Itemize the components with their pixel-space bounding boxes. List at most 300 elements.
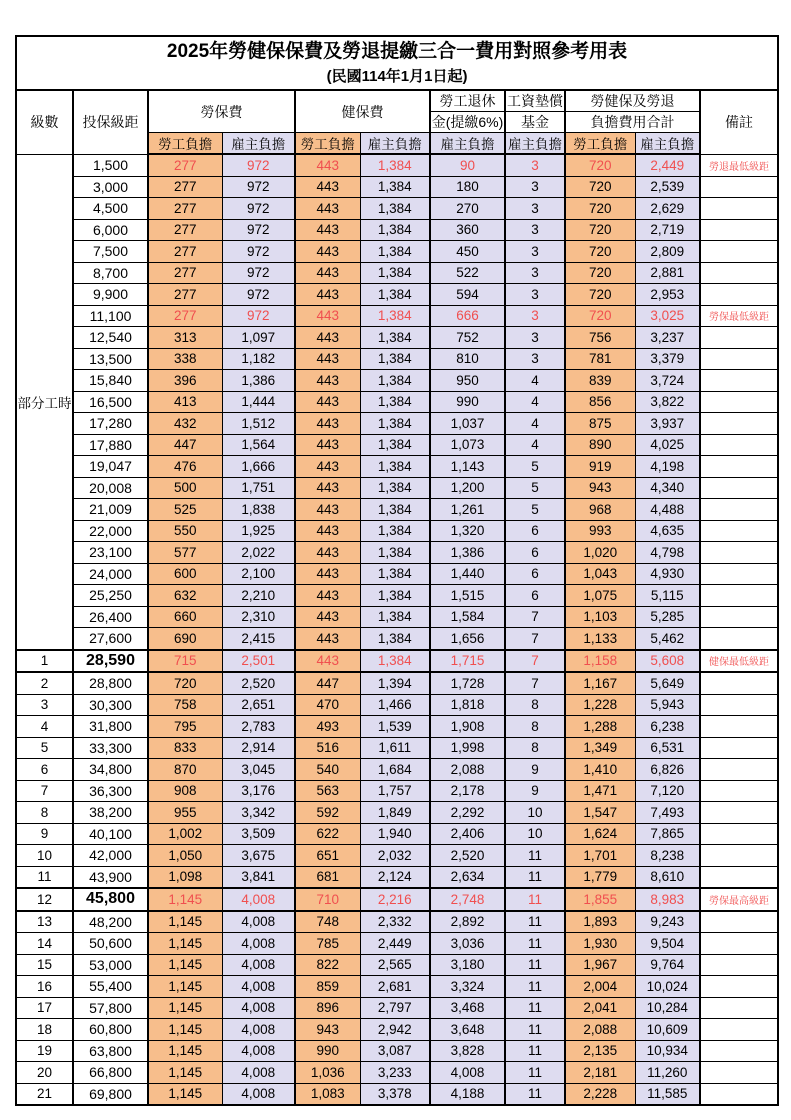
cell-health-employee: 859 bbox=[295, 976, 360, 998]
cell-labor-employee: 277 bbox=[148, 262, 222, 284]
cell-wage-fund-employer: 3 bbox=[505, 176, 565, 198]
cell-salary-bracket: 6,000 bbox=[73, 219, 148, 241]
table-row bbox=[16, 241, 778, 263]
cell-total-employer: 4,025 bbox=[635, 434, 700, 456]
cell-salary-bracket: 38,200 bbox=[73, 802, 148, 824]
cell-pension-employer: 990 bbox=[430, 391, 505, 413]
cell-total-employee: 919 bbox=[565, 456, 635, 478]
cell-health-employee: 443 bbox=[295, 542, 360, 564]
premium-reference-table bbox=[15, 35, 779, 1106]
cell-level: 2 bbox=[16, 672, 73, 694]
cell-labor-employee: 632 bbox=[148, 585, 222, 607]
cell-salary-bracket: 66,800 bbox=[73, 1062, 148, 1084]
cell-health-employer: 1,384 bbox=[360, 413, 430, 435]
cell-total-employer: 4,340 bbox=[635, 477, 700, 499]
cell-labor-employee: 870 bbox=[148, 759, 222, 781]
table-row bbox=[16, 802, 778, 824]
cell-remark bbox=[700, 606, 778, 628]
table-row bbox=[16, 477, 778, 499]
table-row bbox=[16, 284, 778, 306]
cell-health-employer: 1,611 bbox=[360, 737, 430, 759]
cell-total-employer: 3,025 bbox=[635, 305, 700, 327]
cell-pension-employer: 1,320 bbox=[430, 520, 505, 542]
cell-remark bbox=[700, 241, 778, 263]
cell-labor-employer: 4,008 bbox=[222, 888, 295, 911]
cell-salary-bracket: 15,840 bbox=[73, 370, 148, 392]
cell-labor-employer: 3,176 bbox=[222, 780, 295, 802]
cell-health-employee: 493 bbox=[295, 716, 360, 738]
cell-total-employee: 1,167 bbox=[565, 672, 635, 694]
cell-remark bbox=[700, 348, 778, 370]
cell-salary-bracket: 60,800 bbox=[73, 1019, 148, 1041]
cell-health-employee: 443 bbox=[295, 456, 360, 478]
cell-wage-fund-employer: 6 bbox=[505, 520, 565, 542]
cell-remark bbox=[700, 1062, 778, 1084]
cell-remark bbox=[700, 585, 778, 607]
cell-wage-fund-employer: 4 bbox=[505, 434, 565, 456]
cell-total-employer: 10,024 bbox=[635, 976, 700, 998]
cell-salary-bracket: 22,000 bbox=[73, 520, 148, 542]
cell-health-employee: 563 bbox=[295, 780, 360, 802]
cell-wage-fund-employer: 11 bbox=[505, 1083, 565, 1105]
cell-salary-bracket: 21,009 bbox=[73, 499, 148, 521]
cell-pension-employer: 4,188 bbox=[430, 1083, 505, 1105]
cell-health-employee: 443 bbox=[295, 154, 360, 176]
cell-labor-employee: 1,145 bbox=[148, 1019, 222, 1041]
cell-level: 6 bbox=[16, 759, 73, 781]
cell-labor-employer: 1,444 bbox=[222, 391, 295, 413]
cell-health-employer: 2,032 bbox=[360, 845, 430, 867]
cell-labor-employer: 3,841 bbox=[222, 866, 295, 888]
cell-salary-bracket: 17,280 bbox=[73, 413, 148, 435]
cell-total-employer: 4,930 bbox=[635, 563, 700, 585]
cell-remark bbox=[700, 284, 778, 306]
cell-total-employer: 5,115 bbox=[635, 585, 700, 607]
cell-pension-employer: 2,088 bbox=[430, 759, 505, 781]
cell-pension-employer: 1,200 bbox=[430, 477, 505, 499]
cell-salary-bracket: 16,500 bbox=[73, 391, 148, 413]
table-row bbox=[16, 305, 778, 327]
cell-wage-fund-employer: 3 bbox=[505, 198, 565, 220]
cell-labor-employee: 500 bbox=[148, 477, 222, 499]
cell-health-employer: 3,378 bbox=[360, 1083, 430, 1105]
cell-labor-employer: 2,783 bbox=[222, 716, 295, 738]
cell-salary-bracket: 63,800 bbox=[73, 1040, 148, 1062]
cell-health-employee: 443 bbox=[295, 241, 360, 263]
table-row bbox=[16, 348, 778, 370]
table-row bbox=[16, 563, 778, 585]
cell-health-employee: 447 bbox=[295, 672, 360, 694]
cell-total-employee: 1,410 bbox=[565, 759, 635, 781]
table-row bbox=[16, 1083, 778, 1105]
table-row bbox=[16, 954, 778, 976]
cell-salary-bracket: 4,500 bbox=[73, 198, 148, 220]
cell-labor-employee: 277 bbox=[148, 305, 222, 327]
cell-wage-fund-employer: 3 bbox=[505, 284, 565, 306]
cell-labor-employer: 4,008 bbox=[222, 933, 295, 955]
cell-health-employer: 1,384 bbox=[360, 499, 430, 521]
cell-wage-fund-employer: 5 bbox=[505, 456, 565, 478]
cell-labor-employee: 690 bbox=[148, 628, 222, 650]
page-title: 2025年勞健保保費及勞退提繳三合一費用對照參考用表 bbox=[166, 41, 628, 62]
cell-health-employer: 1,384 bbox=[360, 219, 430, 241]
cell-labor-employer: 3,675 bbox=[222, 845, 295, 867]
title-row bbox=[16, 36, 778, 90]
header-total-employee: 勞工負擔 bbox=[565, 133, 635, 155]
cell-labor-employee: 1,145 bbox=[148, 976, 222, 998]
cell-wage-fund-employer: 7 bbox=[505, 606, 565, 628]
cell-total-employee: 720 bbox=[565, 262, 635, 284]
header-pension-line1: 勞工退休 bbox=[430, 90, 505, 112]
cell-health-employer: 1,384 bbox=[360, 327, 430, 349]
cell-pension-employer: 1,261 bbox=[430, 499, 505, 521]
cell-total-employee: 1,228 bbox=[565, 694, 635, 716]
cell-health-employer: 1,384 bbox=[360, 628, 430, 650]
header-labor-employer: 雇主負擔 bbox=[222, 133, 295, 155]
cell-total-employee: 890 bbox=[565, 434, 635, 456]
cell-health-employer: 1,757 bbox=[360, 780, 430, 802]
cell-health-employer: 1,384 bbox=[360, 456, 430, 478]
cell-health-employee: 443 bbox=[295, 563, 360, 585]
cell-pension-employer: 450 bbox=[430, 241, 505, 263]
cell-level: 13 bbox=[16, 911, 73, 933]
cell-wage-fund-employer: 4 bbox=[505, 391, 565, 413]
cell-wage-fund-employer: 3 bbox=[505, 348, 565, 370]
cell-labor-employer: 2,914 bbox=[222, 737, 295, 759]
cell-level: 10 bbox=[16, 845, 73, 867]
cell-salary-bracket: 27,600 bbox=[73, 628, 148, 650]
cell-labor-employer: 4,008 bbox=[222, 911, 295, 933]
cell-health-employer: 1,394 bbox=[360, 672, 430, 694]
cell-pension-employer: 90 bbox=[430, 154, 505, 176]
cell-salary-bracket: 17,880 bbox=[73, 434, 148, 456]
cell-labor-employee: 955 bbox=[148, 802, 222, 824]
cell-remark bbox=[700, 954, 778, 976]
cell-health-employee: 748 bbox=[295, 911, 360, 933]
cell-level: 7 bbox=[16, 780, 73, 802]
cell-labor-employer: 2,310 bbox=[222, 606, 295, 628]
cell-health-employer: 1,384 bbox=[360, 241, 430, 263]
cell-health-employer: 1,384 bbox=[360, 284, 430, 306]
cell-labor-employee: 758 bbox=[148, 694, 222, 716]
cell-pension-employer: 3,324 bbox=[430, 976, 505, 998]
table-row bbox=[16, 1040, 778, 1062]
table-row bbox=[16, 933, 778, 955]
cell-pension-employer: 1,908 bbox=[430, 716, 505, 738]
cell-health-employer: 1,384 bbox=[360, 305, 430, 327]
cell-health-employee: 443 bbox=[295, 198, 360, 220]
cell-total-employee: 720 bbox=[565, 305, 635, 327]
table-row bbox=[16, 542, 778, 564]
cell-pension-employer: 2,406 bbox=[430, 823, 505, 845]
cell-total-employee: 720 bbox=[565, 219, 635, 241]
table-row bbox=[16, 176, 778, 198]
cell-labor-employee: 277 bbox=[148, 176, 222, 198]
cell-total-employer: 10,609 bbox=[635, 1019, 700, 1041]
cell-labor-employer: 1,666 bbox=[222, 456, 295, 478]
cell-total-employer: 5,649 bbox=[635, 672, 700, 694]
table-row bbox=[16, 499, 778, 521]
cell-level: 14 bbox=[16, 933, 73, 955]
header-total-line1: 勞健保及勞退 bbox=[565, 90, 700, 112]
cell-labor-employer: 1,925 bbox=[222, 520, 295, 542]
table-row bbox=[16, 198, 778, 220]
table-row bbox=[16, 327, 778, 349]
cell-total-employer: 7,120 bbox=[635, 780, 700, 802]
cell-remark bbox=[700, 911, 778, 933]
cell-total-employer: 9,504 bbox=[635, 933, 700, 955]
cell-total-employee: 1,893 bbox=[565, 911, 635, 933]
cell-pension-employer: 1,728 bbox=[430, 672, 505, 694]
cell-level: 17 bbox=[16, 997, 73, 1019]
cell-remark bbox=[700, 262, 778, 284]
cell-labor-employer: 1,838 bbox=[222, 499, 295, 521]
cell-wage-fund-employer: 11 bbox=[505, 1062, 565, 1084]
cell-wage-fund-employer: 9 bbox=[505, 759, 565, 781]
cell-wage-fund-employer: 6 bbox=[505, 542, 565, 564]
cell-health-employee: 443 bbox=[295, 585, 360, 607]
table-row bbox=[16, 370, 778, 392]
cell-labor-employer: 3,509 bbox=[222, 823, 295, 845]
cell-total-employer: 2,719 bbox=[635, 219, 700, 241]
cell-health-employer: 1,384 bbox=[360, 650, 430, 673]
cell-pension-employer: 1,998 bbox=[430, 737, 505, 759]
cell-labor-employee: 833 bbox=[148, 737, 222, 759]
cell-labor-employer: 1,097 bbox=[222, 327, 295, 349]
cell-health-employee: 443 bbox=[295, 477, 360, 499]
cell-labor-employer: 1,182 bbox=[222, 348, 295, 370]
cell-labor-employee: 795 bbox=[148, 716, 222, 738]
table-row bbox=[16, 694, 778, 716]
cell-labor-employer: 972 bbox=[222, 262, 295, 284]
table-row bbox=[16, 413, 778, 435]
cell-total-employer: 4,488 bbox=[635, 499, 700, 521]
cell-labor-employer: 1,386 bbox=[222, 370, 295, 392]
cell-health-employee: 1,036 bbox=[295, 1062, 360, 1084]
cell-total-employee: 1,779 bbox=[565, 866, 635, 888]
cell-salary-bracket: 33,300 bbox=[73, 737, 148, 759]
header-labor-employee: 勞工負擔 bbox=[148, 133, 222, 155]
cell-labor-employee: 908 bbox=[148, 780, 222, 802]
cell-health-employer: 1,466 bbox=[360, 694, 430, 716]
table-row bbox=[16, 650, 778, 673]
cell-level: 1 bbox=[16, 650, 73, 673]
cell-remark bbox=[700, 391, 778, 413]
cell-wage-fund-employer: 10 bbox=[505, 802, 565, 824]
cell-remark bbox=[700, 1083, 778, 1105]
header-health-insurance: 健保費 bbox=[295, 90, 430, 133]
cell-pension-employer: 180 bbox=[430, 176, 505, 198]
cell-wage-fund-employer: 7 bbox=[505, 650, 565, 673]
cell-salary-bracket: 8,700 bbox=[73, 262, 148, 284]
cell-total-employer: 2,809 bbox=[635, 241, 700, 263]
table-row bbox=[16, 1062, 778, 1084]
table-row bbox=[16, 716, 778, 738]
cell-labor-employee: 277 bbox=[148, 198, 222, 220]
cell-wage-fund-employer: 7 bbox=[505, 628, 565, 650]
cell-labor-employee: 432 bbox=[148, 413, 222, 435]
cell-pension-employer: 2,748 bbox=[430, 888, 505, 911]
cell-total-employee: 2,088 bbox=[565, 1019, 635, 1041]
cell-wage-fund-employer: 11 bbox=[505, 866, 565, 888]
cell-remark bbox=[700, 628, 778, 650]
header-wage-fund-line1: 工資墊償 bbox=[505, 90, 565, 112]
cell-labor-employee: 313 bbox=[148, 327, 222, 349]
cell-wage-fund-employer: 11 bbox=[505, 911, 565, 933]
cell-total-employee: 1,624 bbox=[565, 823, 635, 845]
cell-total-employee: 1,020 bbox=[565, 542, 635, 564]
cell-remark bbox=[700, 563, 778, 585]
cell-health-employee: 443 bbox=[295, 499, 360, 521]
cell-health-employer: 2,565 bbox=[360, 954, 430, 976]
cell-salary-bracket: 42,000 bbox=[73, 845, 148, 867]
cell-health-employee: 443 bbox=[295, 434, 360, 456]
reference-table-sheet bbox=[15, 35, 777, 1106]
cell-pension-employer: 594 bbox=[430, 284, 505, 306]
cell-labor-employer: 2,651 bbox=[222, 694, 295, 716]
cell-labor-employer: 3,045 bbox=[222, 759, 295, 781]
cell-salary-bracket: 3,000 bbox=[73, 176, 148, 198]
cell-labor-employer: 972 bbox=[222, 176, 295, 198]
cell-health-employer: 1,384 bbox=[360, 176, 430, 198]
table-row bbox=[16, 759, 778, 781]
cell-remark bbox=[700, 219, 778, 241]
cell-total-employer: 4,198 bbox=[635, 456, 700, 478]
cell-labor-employee: 577 bbox=[148, 542, 222, 564]
cell-labor-employee: 396 bbox=[148, 370, 222, 392]
cell-total-employee: 720 bbox=[565, 154, 635, 176]
cell-total-employer: 5,462 bbox=[635, 628, 700, 650]
cell-salary-bracket: 9,900 bbox=[73, 284, 148, 306]
cell-remark bbox=[700, 802, 778, 824]
cell-salary-bracket: 31,800 bbox=[73, 716, 148, 738]
cell-level: 20 bbox=[16, 1062, 73, 1084]
cell-health-employer: 1,384 bbox=[360, 606, 430, 628]
cell-remark bbox=[700, 845, 778, 867]
cell-remark: 勞退最低級距 bbox=[700, 154, 778, 176]
cell-remark bbox=[700, 866, 778, 888]
cell-health-employer: 2,332 bbox=[360, 911, 430, 933]
header-wage-fund-employer: 雇主負擔 bbox=[505, 133, 565, 155]
cell-remark: 健保最低級距 bbox=[700, 650, 778, 673]
cell-total-employee: 1,701 bbox=[565, 845, 635, 867]
cell-total-employer: 2,953 bbox=[635, 284, 700, 306]
table-row bbox=[16, 997, 778, 1019]
cell-health-employee: 443 bbox=[295, 520, 360, 542]
table-row bbox=[16, 456, 778, 478]
cell-labor-employee: 476 bbox=[148, 456, 222, 478]
cell-salary-bracket: 45,800 bbox=[73, 888, 148, 911]
cell-wage-fund-employer: 11 bbox=[505, 997, 565, 1019]
cell-total-employer: 6,238 bbox=[635, 716, 700, 738]
cell-remark bbox=[700, 737, 778, 759]
cell-labor-employee: 1,002 bbox=[148, 823, 222, 845]
cell-remark bbox=[700, 780, 778, 802]
cell-remark bbox=[700, 456, 778, 478]
cell-labor-employer: 1,751 bbox=[222, 477, 295, 499]
cell-labor-employee: 1,098 bbox=[148, 866, 222, 888]
cell-health-employee: 1,083 bbox=[295, 1083, 360, 1105]
cell-salary-bracket: 25,250 bbox=[73, 585, 148, 607]
header-row-groups bbox=[16, 90, 778, 112]
cell-remark bbox=[700, 434, 778, 456]
table-row bbox=[16, 391, 778, 413]
cell-pension-employer: 3,828 bbox=[430, 1040, 505, 1062]
cell-salary-bracket: 11,100 bbox=[73, 305, 148, 327]
cell-labor-employee: 1,145 bbox=[148, 1040, 222, 1062]
cell-health-employer: 3,087 bbox=[360, 1040, 430, 1062]
cell-pension-employer: 522 bbox=[430, 262, 505, 284]
cell-salary-bracket: 43,900 bbox=[73, 866, 148, 888]
table-row bbox=[16, 780, 778, 802]
cell-wage-fund-employer: 11 bbox=[505, 954, 565, 976]
cell-total-employer: 8,610 bbox=[635, 866, 700, 888]
cell-total-employee: 1,075 bbox=[565, 585, 635, 607]
cell-health-employee: 822 bbox=[295, 954, 360, 976]
cell-pension-employer: 2,292 bbox=[430, 802, 505, 824]
cell-labor-employer: 1,564 bbox=[222, 434, 295, 456]
cell-total-employer: 3,937 bbox=[635, 413, 700, 435]
cell-pension-employer: 1,037 bbox=[430, 413, 505, 435]
cell-salary-bracket: 30,300 bbox=[73, 694, 148, 716]
cell-labor-employee: 720 bbox=[148, 672, 222, 694]
cell-remark bbox=[700, 976, 778, 998]
cell-pension-employer: 1,515 bbox=[430, 585, 505, 607]
cell-pension-employer: 1,656 bbox=[430, 628, 505, 650]
cell-salary-bracket: 19,047 bbox=[73, 456, 148, 478]
cell-salary-bracket: 50,600 bbox=[73, 933, 148, 955]
cell-remark bbox=[700, 694, 778, 716]
cell-remark bbox=[700, 499, 778, 521]
cell-total-employee: 968 bbox=[565, 499, 635, 521]
cell-health-employee: 443 bbox=[295, 348, 360, 370]
cell-wage-fund-employer: 6 bbox=[505, 563, 565, 585]
cell-remark bbox=[700, 823, 778, 845]
cell-remark bbox=[700, 716, 778, 738]
cell-health-employer: 1,384 bbox=[360, 391, 430, 413]
cell-total-employer: 2,881 bbox=[635, 262, 700, 284]
cell-labor-employee: 413 bbox=[148, 391, 222, 413]
cell-wage-fund-employer: 8 bbox=[505, 694, 565, 716]
cell-health-employee: 443 bbox=[295, 327, 360, 349]
cell-remark: 勞保最高級距 bbox=[700, 888, 778, 911]
cell-health-employee: 443 bbox=[295, 370, 360, 392]
cell-remark bbox=[700, 520, 778, 542]
table-row bbox=[16, 262, 778, 284]
cell-labor-employer: 2,501 bbox=[222, 650, 295, 673]
cell-health-employee: 443 bbox=[295, 391, 360, 413]
cell-health-employer: 1,940 bbox=[360, 823, 430, 845]
cell-total-employer: 5,285 bbox=[635, 606, 700, 628]
cell-labor-employee: 715 bbox=[148, 650, 222, 673]
cell-total-employer: 6,531 bbox=[635, 737, 700, 759]
cell-health-employer: 1,384 bbox=[360, 542, 430, 564]
cell-health-employer: 1,384 bbox=[360, 370, 430, 392]
cell-health-employer: 1,384 bbox=[360, 585, 430, 607]
cell-health-employee: 516 bbox=[295, 737, 360, 759]
cell-pension-employer: 3,648 bbox=[430, 1019, 505, 1041]
cell-total-employee: 1,158 bbox=[565, 650, 635, 673]
cell-health-employee: 622 bbox=[295, 823, 360, 845]
table-row bbox=[16, 154, 778, 176]
table-row bbox=[16, 737, 778, 759]
cell-total-employee: 720 bbox=[565, 284, 635, 306]
cell-salary-bracket: 26,400 bbox=[73, 606, 148, 628]
cell-total-employee: 1,547 bbox=[565, 802, 635, 824]
cell-pension-employer: 1,386 bbox=[430, 542, 505, 564]
cell-total-employee: 720 bbox=[565, 198, 635, 220]
header-wage-fund-line2: 基金 bbox=[505, 112, 565, 133]
